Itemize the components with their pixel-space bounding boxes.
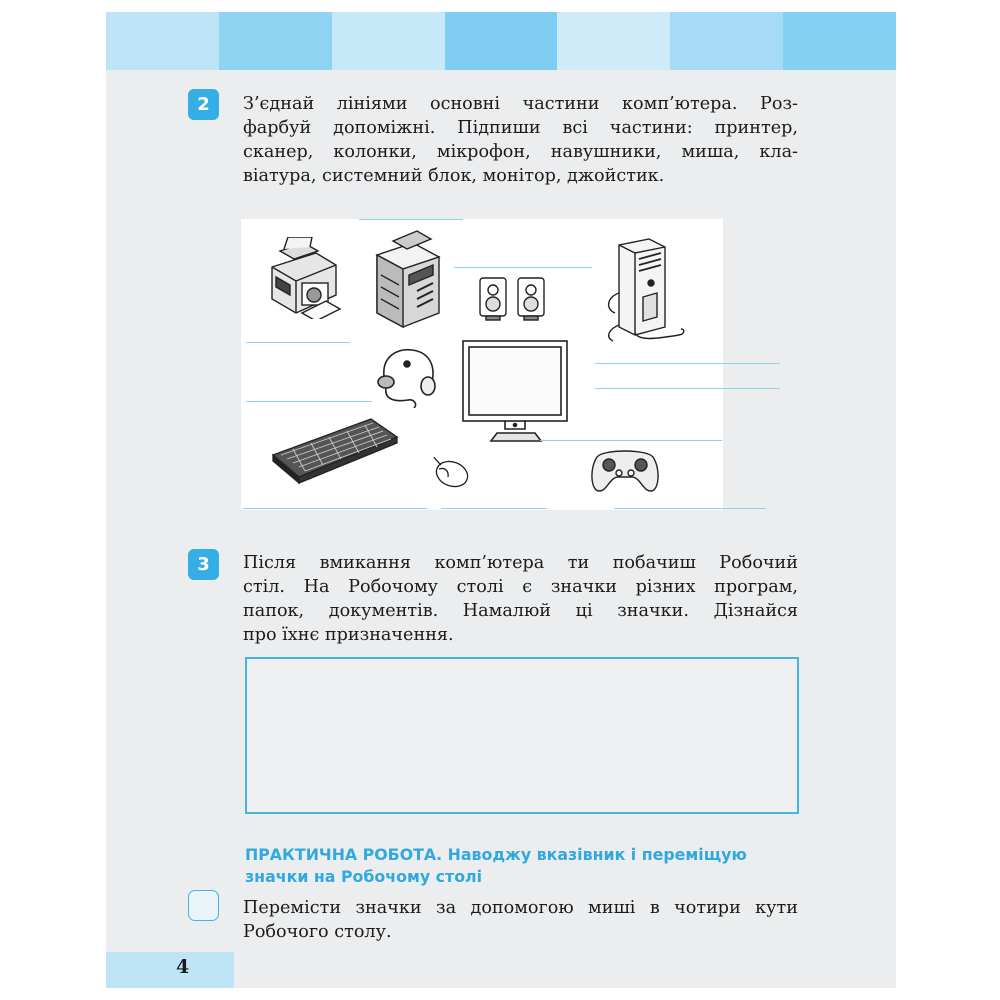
practical-text (243, 896, 798, 944)
task-3-line: про їхнє призначення. (243, 625, 454, 645)
task-3-line: Після вмикання комп’ютера ти побачиш Робочий (243, 553, 798, 573)
system-unit-icon[interactable] (599, 237, 689, 343)
label-answer-line[interactable] (243, 508, 427, 509)
task-3-line: стіл. На Робочому столі є значки різних програм, (243, 577, 798, 597)
practical-line: Перемісти значки за допомогою миші в чотири кути (243, 898, 798, 918)
joystick-icon[interactable] (589, 445, 661, 497)
label-answer-line[interactable] (246, 401, 372, 402)
task-2-line: фарбуй допоміжні. Підпиши всі частини: принтер, (243, 118, 798, 138)
monitor-icon[interactable] (459, 337, 571, 445)
practical-line: Робочого столу. (243, 922, 392, 942)
label-answer-line[interactable] (441, 508, 547, 509)
label-answer-line[interactable] (359, 219, 463, 220)
task-3-text (243, 551, 798, 647)
label-answer-line[interactable] (540, 440, 722, 441)
drawing-answer-box[interactable] (245, 657, 799, 814)
practical-checkbox[interactable] (188, 890, 219, 921)
task-2-line: сканер, колонки, мікрофон, навушники, миша, кла- (243, 142, 798, 162)
task-2-line: віатура, системний блок, монітор, джойстик. (243, 166, 665, 186)
header-band-segment (332, 12, 445, 70)
task-2-line: З’єднай лініями основні частини комп’ютера. Роз- (243, 94, 798, 114)
practical-work-title (245, 844, 805, 888)
header-band-segment (670, 12, 783, 70)
label-answer-line[interactable] (595, 388, 780, 389)
printer-icon[interactable] (266, 237, 346, 319)
speakers-icon[interactable] (476, 274, 556, 324)
label-answer-line[interactable] (614, 508, 766, 509)
practical-title-line: значки на Робочому столі (245, 867, 483, 886)
header-band (106, 12, 896, 70)
label-answer-line[interactable] (595, 363, 780, 364)
label-answer-line[interactable] (454, 267, 592, 268)
headphones-icon[interactable] (374, 346, 444, 408)
task-3-number-badge: 3 (188, 549, 219, 580)
scanner-icon[interactable] (373, 229, 445, 329)
header-band-segment (557, 12, 670, 70)
workbook-page (106, 12, 896, 988)
task-3-line: папок, документів. Намалюй ці значки. Дізнайся (243, 601, 798, 621)
mouse-icon[interactable] (433, 457, 471, 491)
label-answer-line[interactable] (246, 342, 350, 343)
practical-title-line: ПРАКТИЧНА РОБОТА. Наводжу вказівник і переміщую (245, 845, 747, 864)
header-band-segment (445, 12, 558, 70)
header-band-segment (783, 12, 896, 70)
page-number: 4 (176, 956, 190, 978)
page-number-box (106, 952, 234, 988)
task-2-number-badge: 2 (188, 89, 219, 120)
task-2-text (243, 92, 798, 188)
header-band-segment (219, 12, 332, 70)
computer-parts-figure (241, 219, 723, 510)
keyboard-icon[interactable] (271, 415, 399, 485)
header-band-segment (106, 12, 219, 70)
